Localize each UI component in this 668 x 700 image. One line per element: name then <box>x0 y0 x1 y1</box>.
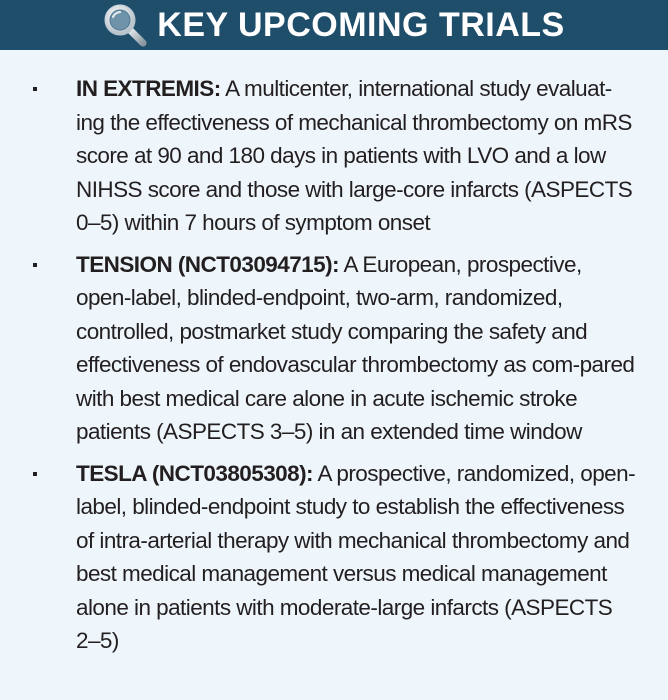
trial-description: A prospective, randomized, open-label, blinded-endpoint study to establish the effectiveness of intra-arterial therapy with mechanical thrombectomy and best medical management versus medical management alone in patients with moderate-large infarcts (ASPECTS 2–5) <box>76 460 636 653</box>
bullet-marker <box>33 263 37 267</box>
header-title: KEY UPCOMING TRIALS <box>157 6 565 44</box>
trial-item <box>0 457 668 658</box>
sidebar-header <box>0 0 668 50</box>
trial-name: TENSION (NCT03094715): <box>76 251 339 277</box>
search-icon <box>103 3 147 47</box>
trial-name: IN EXTREMIS: <box>76 76 221 101</box>
header-content <box>103 3 564 47</box>
trial-item <box>0 248 668 449</box>
trial-item <box>0 72 668 240</box>
trials-list <box>0 72 668 666</box>
bullet-marker <box>33 87 37 91</box>
trial-name: TESLA (NCT03805308): <box>76 460 313 486</box>
trial-description: A multicenter, international study evaluat-ing the effectiveness of mechanical thrombectomy on mRS score at 90 and 180 days in patients with LVO and a low NIHSS score and those with large-core infarcts (ASPECTS 0–5) within 7 hours of symptom onset <box>76 76 633 235</box>
bullet-marker <box>33 472 37 476</box>
trial-description: A European, prospective, open-label, blinded-endpoint, two-arm, randomized, controlled, postmarket study comparing the safety and effectiveness of endovascular thrombectomy as com-pared with best medical care alone in acute ischemic stroke patients (ASPECTS 3–5) in an extended time window <box>76 251 635 444</box>
